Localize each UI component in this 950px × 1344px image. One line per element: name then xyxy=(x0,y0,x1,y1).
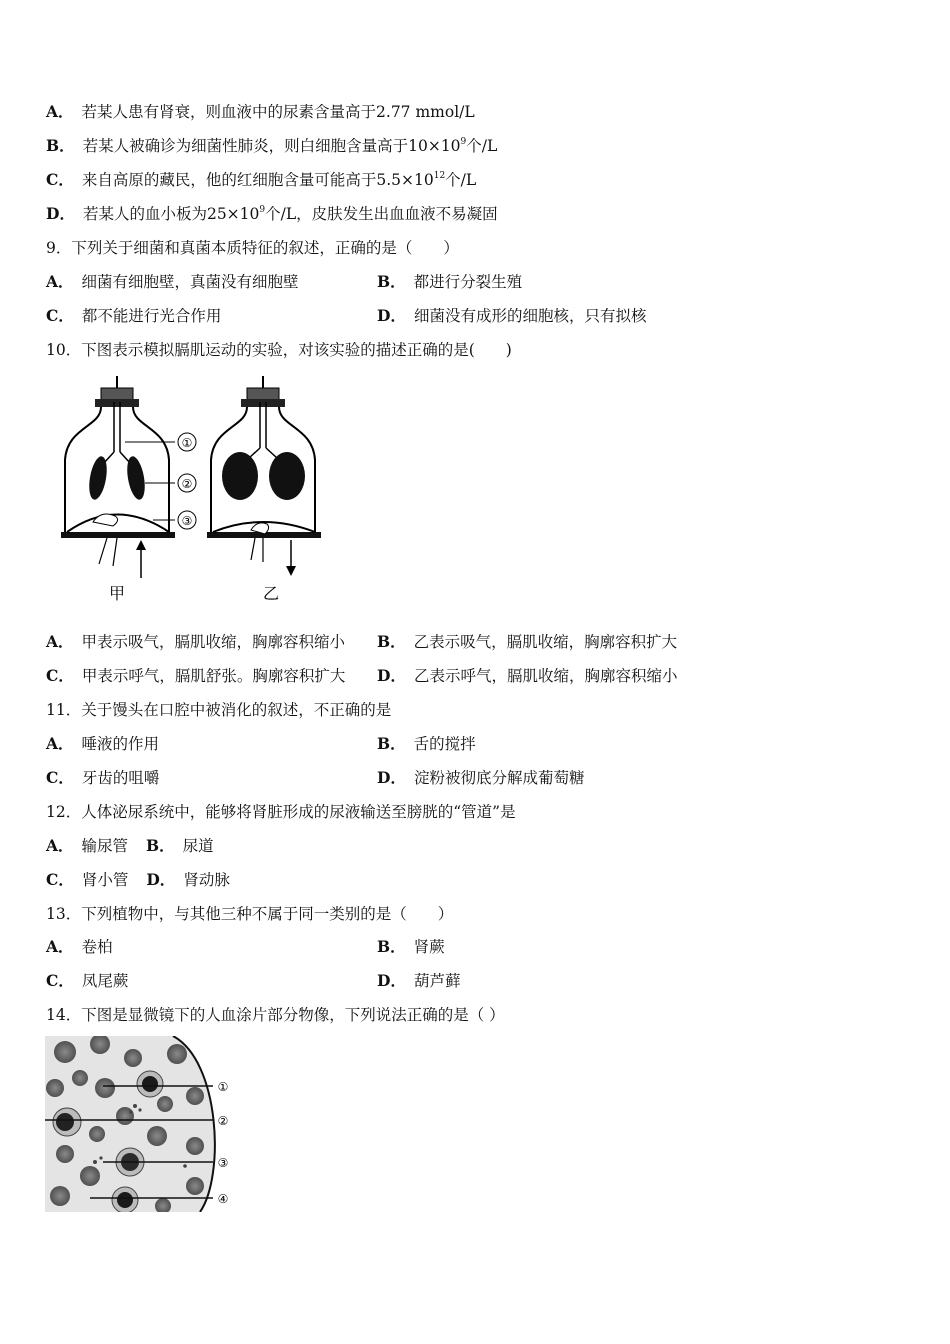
option-text: 若某人被确诊为细菌性肺炎，则白细胞含量高于10×10 xyxy=(82,137,461,155)
marker-2: ② xyxy=(181,477,193,491)
q8-option-b xyxy=(46,136,497,156)
option-text: 肾蕨 xyxy=(413,938,445,956)
q10-option-b xyxy=(377,632,677,652)
option-label: C． xyxy=(46,870,74,889)
bell-jar-yi xyxy=(207,376,321,576)
option-label: B． xyxy=(146,836,175,855)
option-text: 若某人的血小板为25×10 xyxy=(82,205,260,223)
exponent: 9 xyxy=(259,205,266,215)
q11-option-c xyxy=(46,768,159,788)
option-label: B． xyxy=(377,632,406,651)
bell-jar-jia xyxy=(61,376,175,578)
q9-option-d xyxy=(377,306,646,326)
marker-4: ④ xyxy=(217,1192,229,1206)
blood-smear-figure xyxy=(45,1036,245,1212)
option-label: C． xyxy=(46,971,74,990)
q14-stem: 14．下图是显微镜下的人血涂片部分物像，下列说法正确的是（ ） xyxy=(46,1006,505,1024)
option-text: 唾液的作用 xyxy=(81,735,160,753)
marker-2: ② xyxy=(217,1114,229,1128)
marker-1: ① xyxy=(217,1080,229,1094)
exponent: 9 xyxy=(460,137,467,147)
option-label: A． xyxy=(46,102,74,121)
q8-option-d xyxy=(46,204,498,224)
option-label: D． xyxy=(377,768,406,787)
q10-option-a xyxy=(46,632,345,652)
option-label: C． xyxy=(46,768,74,787)
q11-stem: 11．关于馒头在口腔中被消化的叙述，不正确的是 xyxy=(46,701,392,719)
exponent: 12 xyxy=(433,171,446,181)
option-text: 牙齿的咀嚼 xyxy=(81,769,160,787)
option-text: 甲表示呼气，膈肌舒张。胸廓容积扩大 xyxy=(81,667,346,685)
q10-stem: 10．下图表示模拟膈肌运动的实验，对该实验的描述正确的是( ) xyxy=(46,341,512,359)
option-label: D． xyxy=(377,971,406,990)
option-label: A． xyxy=(46,937,74,956)
option-text: 甲表示吸气，膈肌收缩，胸廓容积缩小 xyxy=(81,633,346,651)
option-text: 肾动脉 xyxy=(183,871,230,889)
option-label: B． xyxy=(377,937,406,956)
q11-option-b xyxy=(377,734,476,754)
option-text: 来自高原的藏民，他的红细胞含量可能高于5.5×10 xyxy=(81,171,434,189)
option-label: A． xyxy=(46,272,74,291)
option-label: C． xyxy=(46,666,74,685)
q9-option-a xyxy=(46,272,299,292)
marker-3: ③ xyxy=(217,1156,229,1170)
option-label: D． xyxy=(46,204,75,223)
option-label: C． xyxy=(46,306,74,325)
option-text: 卷柏 xyxy=(81,938,113,956)
option-label: C． xyxy=(46,170,74,189)
option-text: 乙表示吸气，膈肌收缩，胸廓容积扩大 xyxy=(413,633,678,651)
option-text: 细菌有细胞壁，真菌没有细胞壁 xyxy=(81,273,299,291)
q12-stem: 12．人体泌尿系统中，能够将肾脏形成的尿液输送至膀胱的“管道”是 xyxy=(46,803,516,821)
q9-option-b xyxy=(377,272,522,292)
q13-option-a xyxy=(46,937,113,957)
option-text-tail: 个/L xyxy=(445,171,477,189)
option-text: 细菌没有成形的细胞核，只有拟核 xyxy=(413,307,647,325)
diaphragm-model-figure xyxy=(55,372,355,608)
option-text: 葫芦藓 xyxy=(413,972,461,990)
option-label: A． xyxy=(46,836,74,855)
q12-options-row2 xyxy=(46,870,230,890)
option-text: 舌的搅拌 xyxy=(413,735,476,753)
q10-option-d xyxy=(377,666,677,686)
option-label: D． xyxy=(377,306,406,325)
option-label: B． xyxy=(377,734,406,753)
option-label: B． xyxy=(377,272,406,291)
option-text: 若某人患有肾衰，则血液中的尿素含量高于2.77 mmol/L xyxy=(81,103,475,121)
label-jia: 甲 xyxy=(108,584,126,603)
option-label: D． xyxy=(146,870,176,889)
label-yi: 乙 xyxy=(262,584,280,603)
q13-option-b xyxy=(377,937,445,957)
option-text: 凤尾蕨 xyxy=(81,972,129,990)
q13-stem: 13．下列植物中，与其他三种不属于同一类别的是（ ） xyxy=(46,905,454,923)
q13-option-d xyxy=(377,971,460,991)
option-text: 乙表示呼气，膈肌收缩，胸廓容积缩小 xyxy=(413,667,678,685)
marker-3: ③ xyxy=(181,514,193,528)
option-text-tail: 个/L，皮肤发生出血血液不易凝固 xyxy=(265,205,498,223)
option-text-tail: 个/L xyxy=(466,137,498,155)
option-text: 淀粉被彻底分解成葡萄糖 xyxy=(413,769,585,787)
option-label: A． xyxy=(46,734,74,753)
option-label: A． xyxy=(46,632,74,651)
q9-stem: 9．下列关于细菌和真菌本质特征的叙述，正确的是（ ） xyxy=(46,239,459,257)
option-text: 尿道 xyxy=(182,837,214,855)
q12-options-row1 xyxy=(46,836,214,856)
q8-option-c xyxy=(46,170,476,190)
option-text: 都进行分裂生殖 xyxy=(413,273,523,291)
q9-option-c xyxy=(46,306,221,326)
option-label: B． xyxy=(46,136,75,155)
option-text: 肾小管 xyxy=(81,871,129,889)
q11-option-a xyxy=(46,734,159,754)
q10-option-c xyxy=(46,666,345,686)
marker-1: ① xyxy=(181,436,193,450)
option-text: 输尿管 xyxy=(81,837,129,855)
option-label: D． xyxy=(377,666,406,685)
option-text: 都不能进行光合作用 xyxy=(81,307,222,325)
q11-option-d xyxy=(377,768,584,788)
q8-option-a xyxy=(46,102,475,122)
q13-option-c xyxy=(46,971,128,991)
